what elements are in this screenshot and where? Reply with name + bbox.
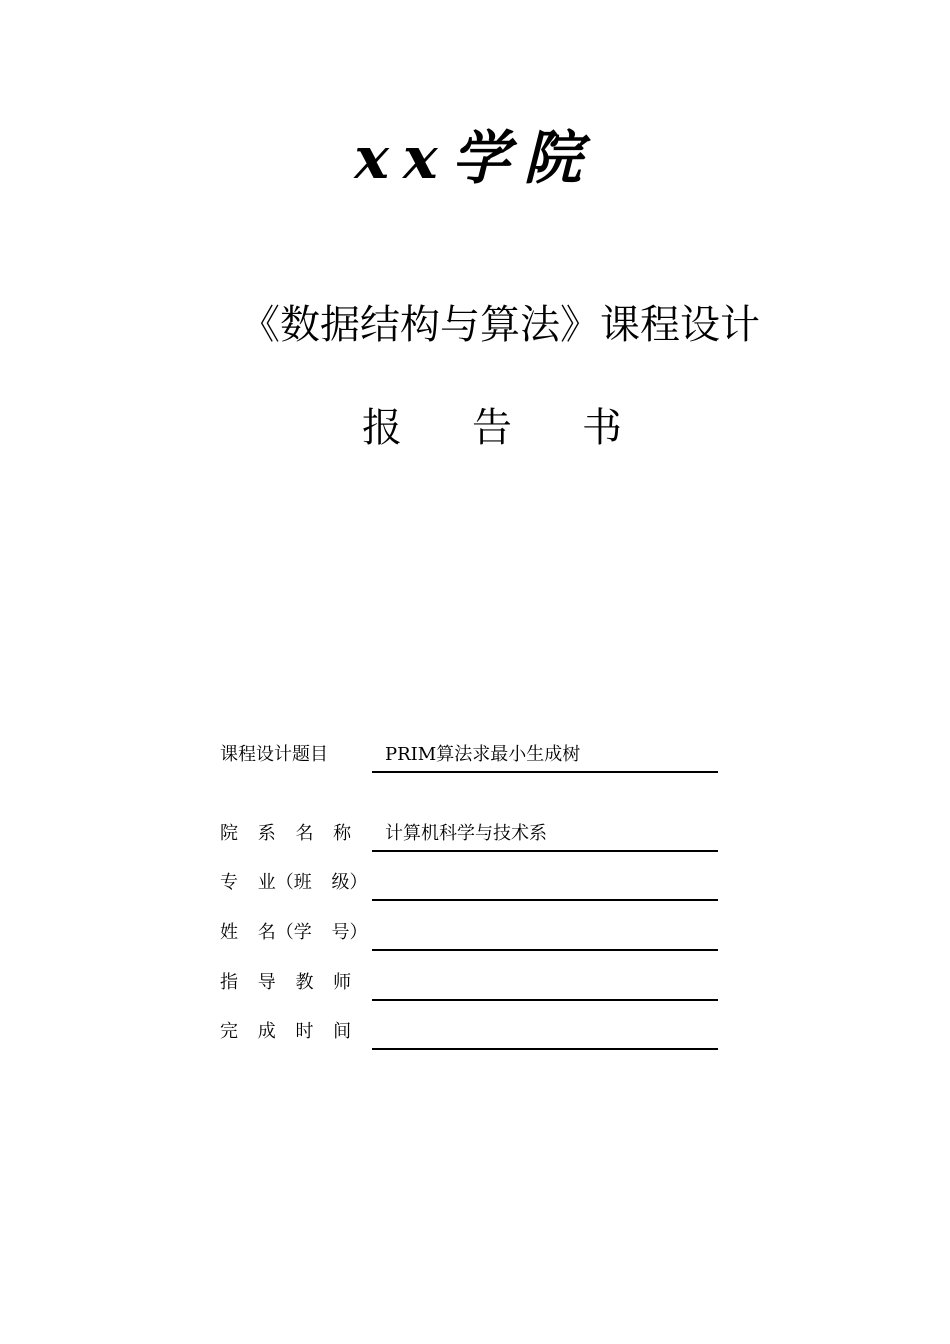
name-label: 姓 名（学 号） [220,922,368,943]
report-title-char: 告 [472,405,512,451]
course-title: 《数据结构与算法》课程设计 [240,302,760,348]
info-row-department [220,814,720,854]
school-title: xx学院 [354,124,596,192]
major-label: 专 业（班 级） [220,872,368,893]
department-field[interactable]: 计算机科学与技术系 [372,814,718,852]
info-row-topic [220,735,720,775]
report-title [362,398,622,458]
department-label [220,814,360,854]
advisor-field[interactable] [372,963,718,1001]
department-label-text: 院 系 名 称 [220,823,352,844]
topic-label: 课程设计题目 [220,744,328,765]
info-row-date [220,1012,720,1052]
date-field[interactable] [372,1012,718,1050]
info-row-major [220,863,720,903]
name-field[interactable] [372,913,718,951]
report-title-char: 报 [362,405,402,451]
topic-field[interactable]: PRIM算法求最小生成树 [372,735,718,773]
date-label: 完 成 时 间 [220,1021,352,1042]
info-row-name [220,913,720,953]
major-field[interactable] [372,863,718,901]
info-row-advisor [220,963,720,1003]
report-title-char: 书 [582,405,622,451]
advisor-label: 指 导 教 师 [220,972,352,993]
